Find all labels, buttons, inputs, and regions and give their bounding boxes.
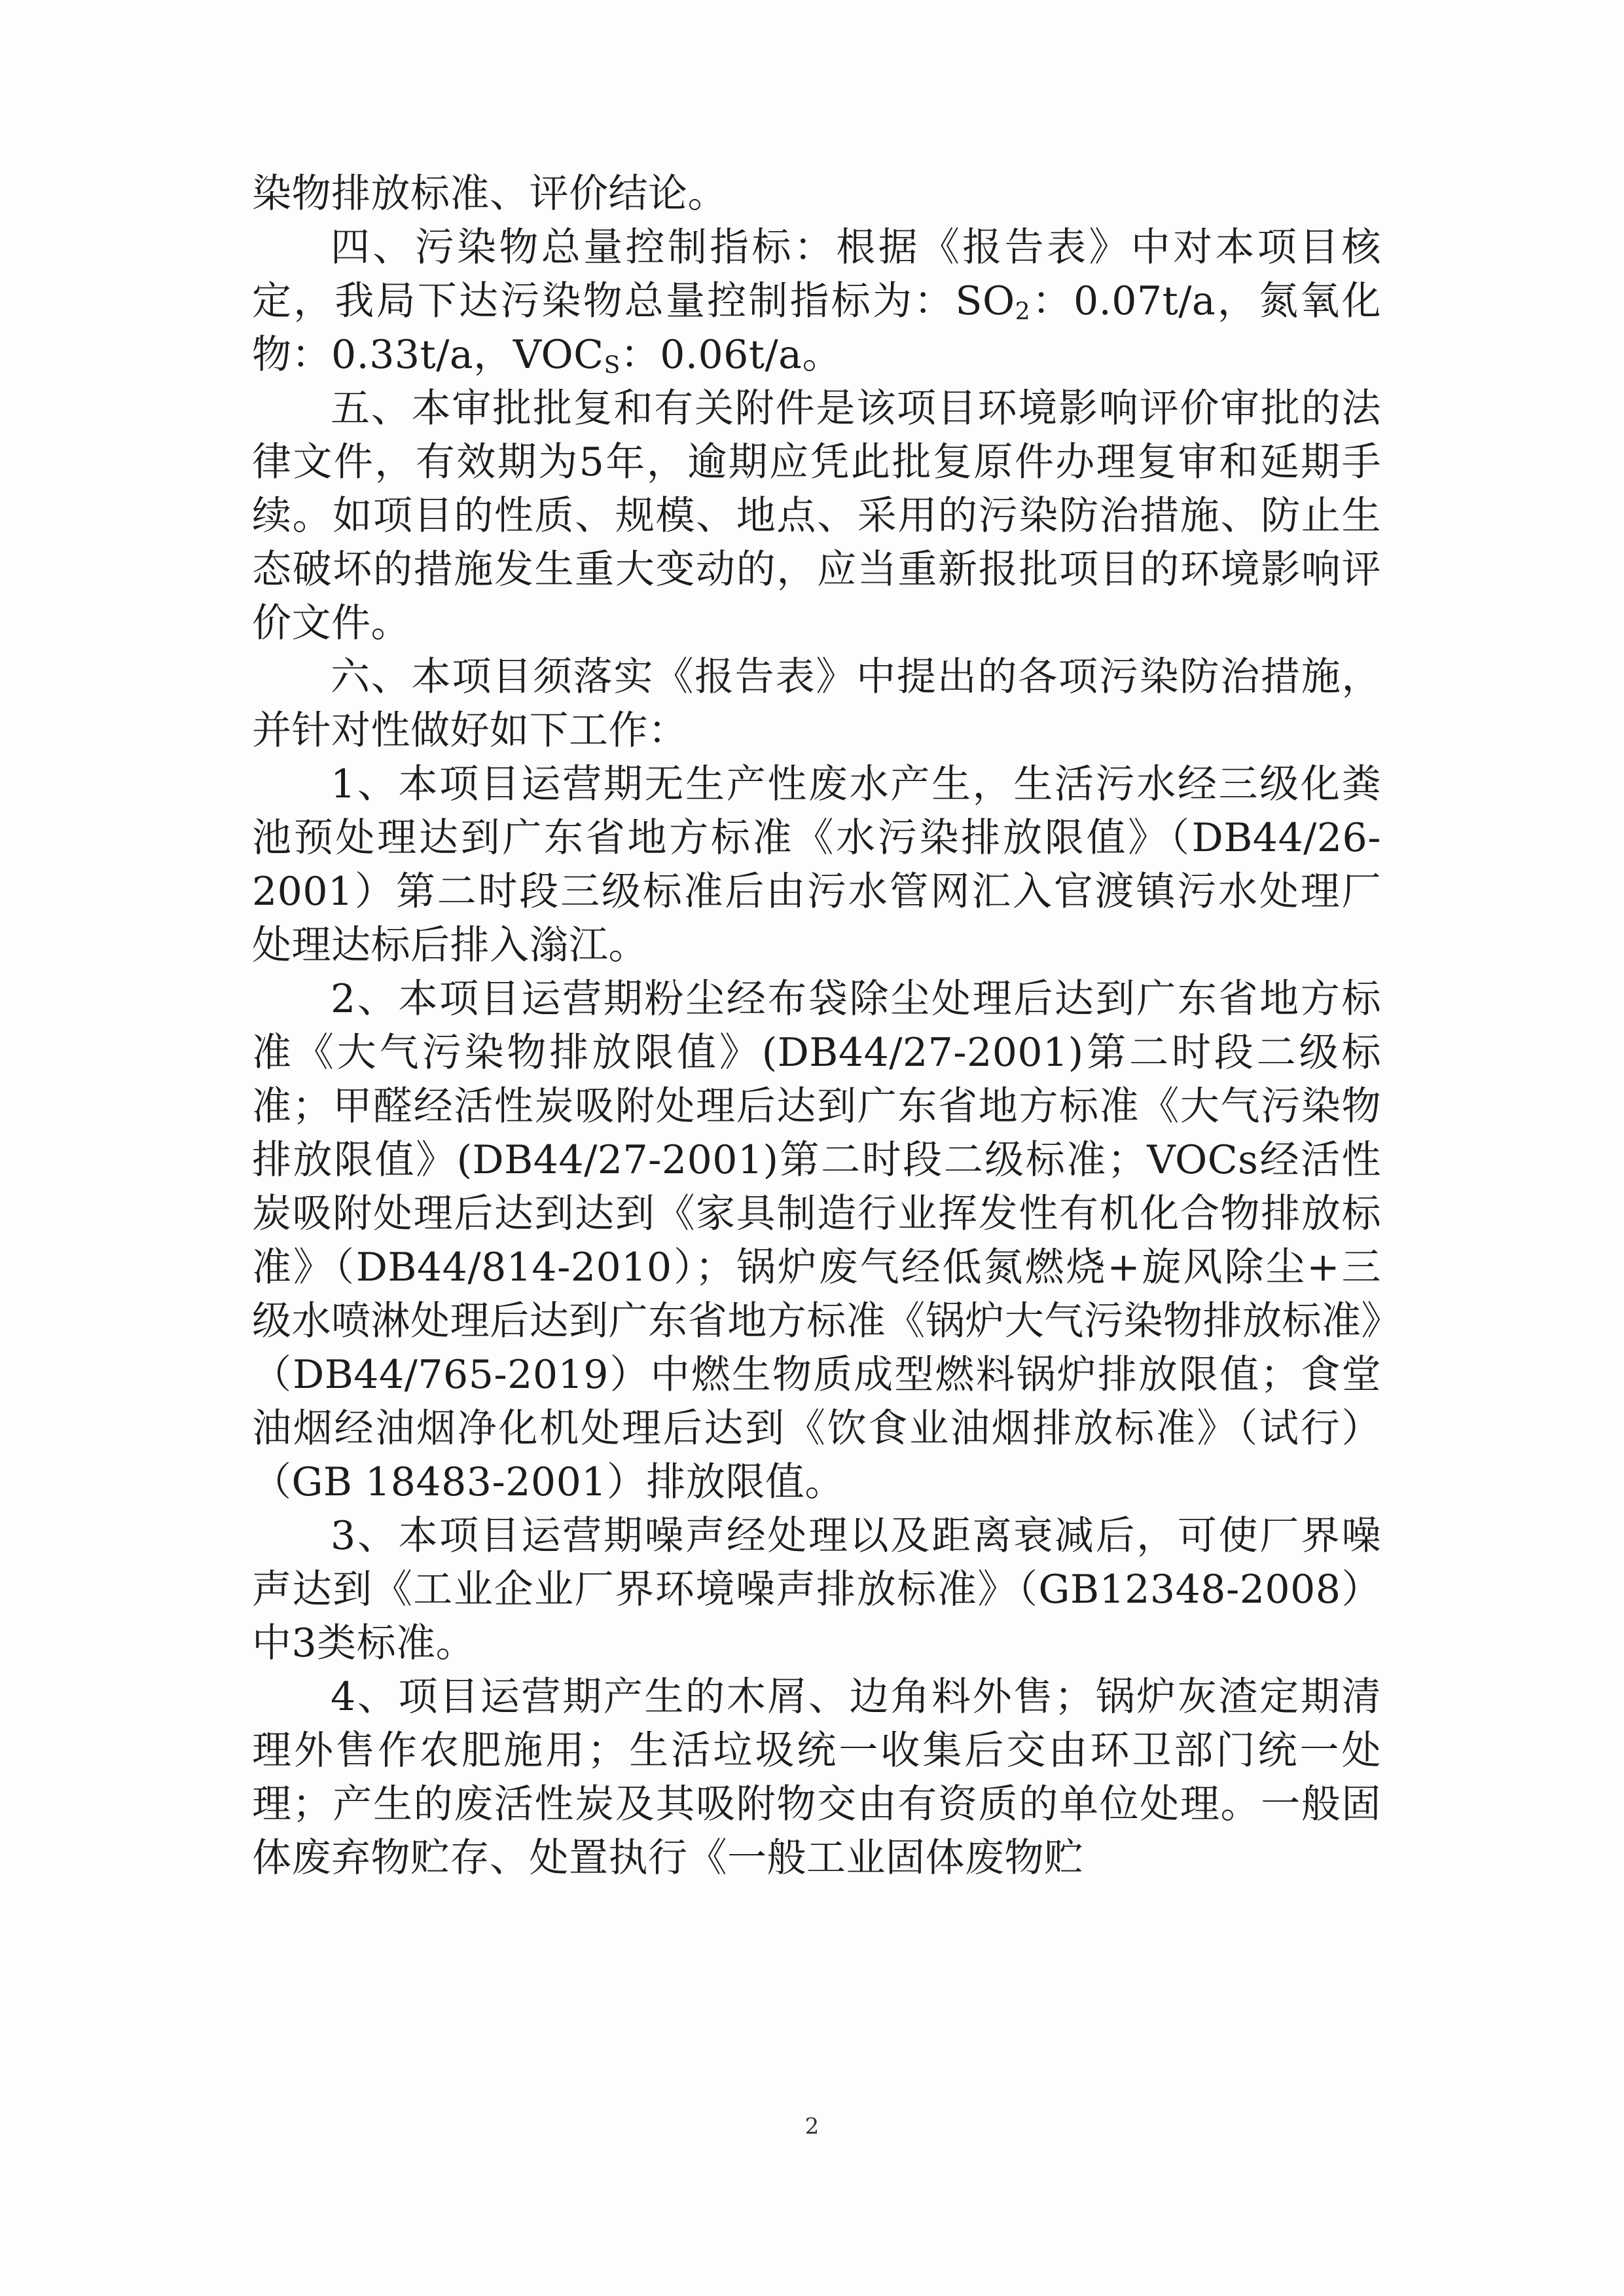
paragraph-pollution-measures: 六、本项目须落实《报告表》中提出的各项污染防治措施，并针对性做好如下工作：	[252, 654, 1381, 754]
subscript-2: 2	[1015, 299, 1031, 325]
paragraph-text: 四、污染物总量控制指标：根据《报告表》中对本项目核定，我局下达污染物总量控制指标为：SO	[252, 225, 1381, 324]
paragraph-approval-validity: 五、本审批批复和有关附件是该项目环境影响评价审批的法律文件，有效期为5年，逾期应凭此批复原件办理复审和延期手续。如项目的性质、规模、地点、采用的污染防治措施、防止生态破坏的措施发生重大变动的，应当重新报批项目的环境影响评价文件。	[252, 386, 1381, 646]
paragraph-item-wastewater: 1、本项目运营期无生产性废水产生，生活污水经三级化粪池预处理达到广东省地方标准《水污染排放限值》（DB44/26-2001）第二时段三级标准后由污水管网汇入官渡镇污水处理厂处理达标后排入滃江。	[252, 761, 1381, 968]
paragraph-item-solid-waste: 4、项目运营期产生的木屑、边角料外售；锅炉灰渣定期清理外售作农肥施用；生活垃圾统一收集后交由环卫部门统一处理；产生的废活性炭及其吸附物交由有资质的单位处理。一般固体废弃物贮存、处置执行《一般工业固体废物贮	[252, 1674, 1381, 1881]
paragraph-text: ：0.07t/a，氮氧化物：0.33t/a，VOC	[252, 278, 1381, 378]
paragraph-item-air: 2、本项目运营期粉尘经布袋除尘处理后达到广东省地方标准《大气污染物排放限值》(DB44/27-2001)第二时段二级标准；甲醛经活性炭吸附处理后达到广东省地方标准《大气污染物排放限值》(DB44/27-2001)第二时段二级标准；VOCs经活性炭吸附处理后达到达到《家具制造行业挥发性有机化合物排放标准》（DB44/814-2010）；锅炉废气经低氮燃烧+旋风除尘+三级水喷淋处理后达到广东省地方标准《锅炉大气污染物排放标准》（DB44/765-2019）中燃生物质成型燃料锅炉排放限值；食堂油烟经油烟净化机处理后达到《饮食业油烟排放标准》（试行）（GB 18483-2001）排放限值。	[252, 976, 1381, 1505]
paragraph-pollutant-total-control	[252, 221, 1381, 382]
document-body	[252, 167, 1381, 1885]
subscript-s: S	[604, 352, 621, 379]
paragraph-item-noise: 3、本项目运营期噪声经处理以及距离衰减后，可使厂界噪声达到《工业企业厂界环境噪声排放标准》（GB12348-2008）中3类标准。	[252, 1513, 1381, 1666]
paragraph-text: ：0.06t/a。	[620, 332, 842, 378]
page-number: 2	[804, 2113, 820, 2140]
paragraph-continuation: 染物排放标准、评价结论。	[252, 171, 727, 217]
